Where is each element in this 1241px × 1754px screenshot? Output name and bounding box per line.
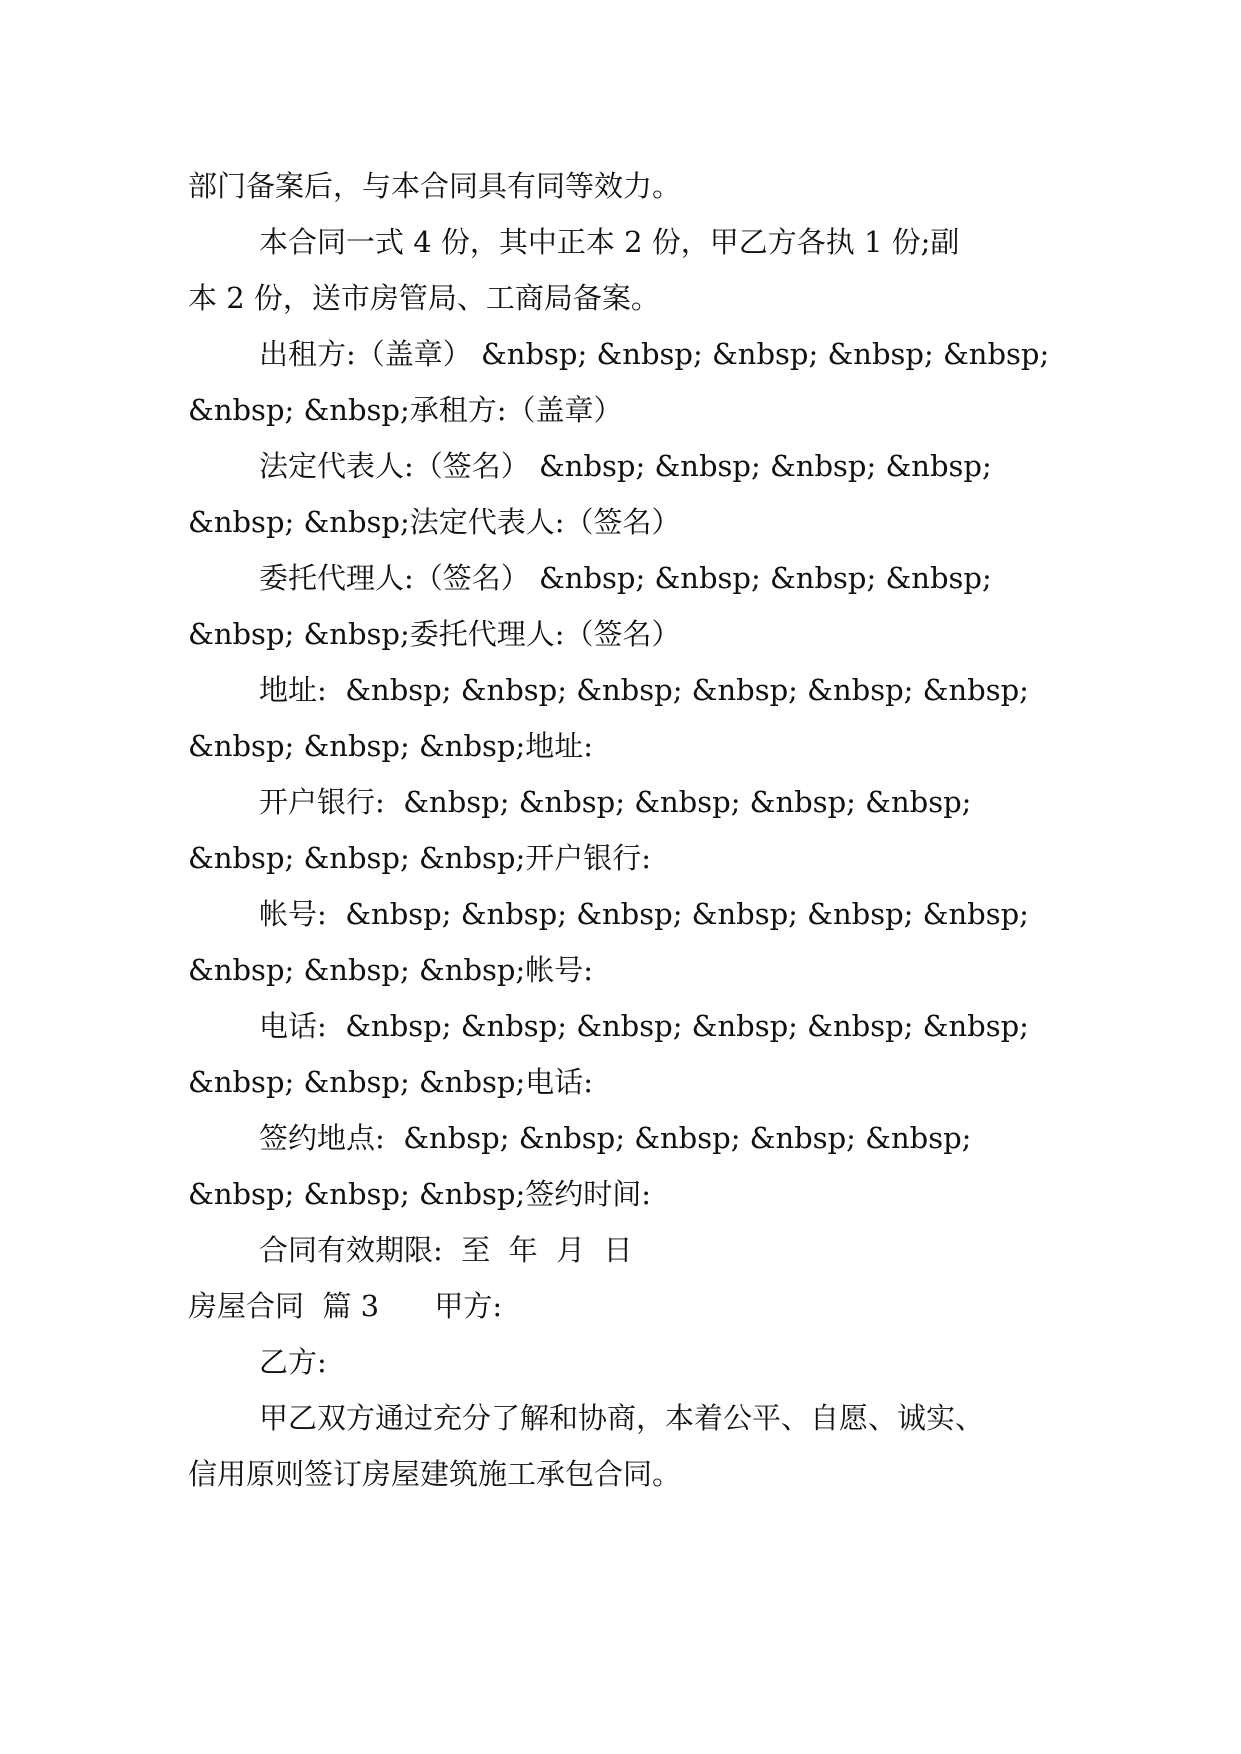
text-line: 部门备案后，与本合同具有同等效力。	[188, 169, 682, 203]
text-line: &nbsp; &nbsp; &nbsp;签约时间:	[188, 1177, 652, 1211]
text-line: 地址: &nbsp; &nbsp; &nbsp; &nbsp; &nbsp; &nbsp;	[259, 673, 1029, 707]
text-line: &nbsp; &nbsp; &nbsp;帐号:	[188, 953, 594, 987]
text-line: 帐号: &nbsp; &nbsp; &nbsp; &nbsp; &nbsp; &nbsp;	[259, 897, 1029, 931]
text-line: 委托代理人:（签名） &nbsp; &nbsp; &nbsp; &nbsp;	[259, 561, 992, 595]
text-line: 开户银行: &nbsp; &nbsp; &nbsp; &nbsp; &nbsp;	[259, 785, 972, 819]
text-line: &nbsp; &nbsp; &nbsp;电话:	[188, 1065, 594, 1099]
text-line: &nbsp; &nbsp; &nbsp;地址:	[188, 729, 594, 763]
text-line: 电话: &nbsp; &nbsp; &nbsp; &nbsp; &nbsp; &nbsp;	[259, 1009, 1029, 1043]
text-line: 信用原则签订房屋建筑施工承包合同。	[188, 1457, 682, 1491]
text-line: 出租方:（盖章） &nbsp; &nbsp; &nbsp; &nbsp; &nbsp;	[259, 337, 1050, 371]
text-line: 本 2 份，送市房管局、工商局备案。	[188, 281, 660, 315]
text-line: &nbsp; &nbsp;承租方:（盖章）	[188, 393, 623, 427]
text-line: 签约地点: &nbsp; &nbsp; &nbsp; &nbsp; &nbsp;	[259, 1121, 972, 1155]
text-line: 合同有效期限: 至 年 月 日	[259, 1233, 633, 1267]
section-heading: 房屋合同 篇 3 甲方:	[188, 1289, 503, 1323]
text-line: &nbsp; &nbsp; &nbsp;开户银行:	[188, 841, 652, 875]
text-line: 法定代表人:（签名） &nbsp; &nbsp; &nbsp; &nbsp;	[259, 449, 992, 483]
text-line: 本合同一式 4 份，其中正本 2 份，甲乙方各执 1 份;副	[259, 225, 960, 259]
text-line: 甲乙双方通过充分了解和协商，本着公平、自愿、诚实、	[259, 1401, 985, 1435]
text-line: 乙方:	[259, 1345, 327, 1379]
text-line: &nbsp; &nbsp;委托代理人:（签名）	[188, 617, 681, 651]
text-line: &nbsp; &nbsp;法定代表人:（签名）	[188, 505, 681, 539]
